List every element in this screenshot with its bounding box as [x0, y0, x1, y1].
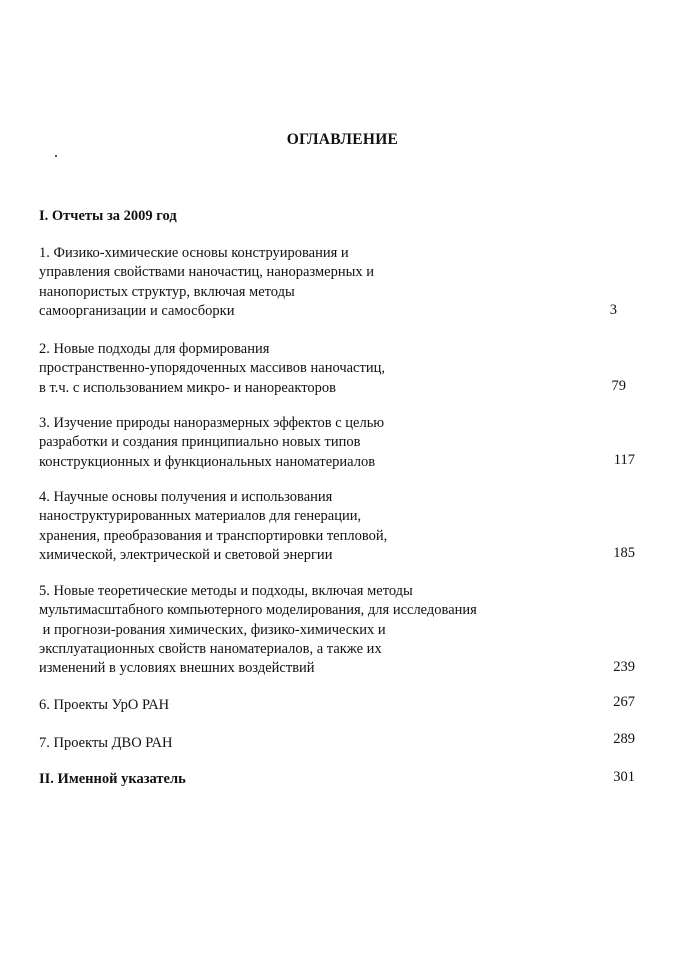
toc-entry-5-page: 239: [613, 659, 635, 675]
toc-entry-line: в т.ч. с использованием микро- и нанореакторов: [39, 379, 336, 396]
toc-entry-3: [39, 414, 639, 472]
part-2-heading: II. Именной указатель: [39, 771, 186, 787]
toc-entry-line: конструкционных и функциональных наноматериалов: [39, 453, 376, 470]
toc-entry-2-page: 79: [611, 378, 626, 394]
toc-entry-line: 3. Изучение природы наноразмерных эффектов с целью: [39, 415, 385, 431]
part-1-heading: I. Отчеты за 2009 год: [39, 208, 177, 224]
part-2-page: 301: [613, 769, 635, 785]
page-title: ОГЛАВЛЕНИЕ: [286, 131, 399, 148]
toc-entry-line: эксплуатационных свойств наноматериалов, а также их: [39, 640, 382, 657]
toc-entry-6-page: 267: [613, 694, 635, 710]
toc-entry-4: [39, 488, 639, 565]
toc-entry-line: 4. Научные основы получения и использования: [39, 489, 333, 505]
toc-entry-line: пространственно-упорядоченных массивов наночастиц,: [39, 360, 385, 377]
toc-entry-line: 1. Физико-химические основы конструирования и: [39, 245, 349, 261]
toc-entry-line: управления свойствами наночастиц, наноразмерных и: [39, 264, 374, 281]
toc-entry-6: [39, 696, 639, 715]
toc-entry-7: [39, 734, 639, 753]
toc-entry-4-page: 185: [613, 545, 635, 561]
toc-entry-1: [39, 244, 639, 321]
toc-entry-line: самоорганизации и самосборки: [39, 302, 235, 319]
toc-entry-line: и прогнози-рования химических, физико-химических и: [39, 621, 386, 638]
toc-entry-line: химической, электрической и световой энергии: [39, 546, 333, 563]
scan-speck: [55, 155, 57, 157]
toc-entry-line: хранения, преобразования и транспортировки тепловой,: [39, 527, 388, 544]
toc-entry-7-page: 289: [613, 731, 635, 747]
toc-entry-line: изменений в условиях внешних воздействий: [39, 660, 315, 677]
toc-entry-line: 7. Проекты ДВО РАН: [39, 735, 173, 751]
toc-entry-line: 2. Новые подходы для формирования: [39, 341, 270, 357]
toc-entry-line: нанопористых структур, включая методы: [39, 283, 295, 300]
toc-entry-1-page: 3: [609, 302, 617, 318]
toc-entry-line: наноструктурированных материалов для генерации,: [39, 508, 362, 525]
toc-entry-3-page: 117: [613, 452, 635, 468]
toc-entry-line: 5. Новые теоретические методы и подходы, включая методы: [39, 583, 413, 599]
toc-entry-2: [39, 340, 639, 398]
toc-entry-line: 6. Проекты УрО РАН: [39, 697, 170, 713]
toc-entry-5: [39, 582, 639, 678]
toc-entry-line: мультимасштабного компьютерного моделирования, для исследования: [39, 602, 477, 619]
toc-entry-line: разработки и создания принципиально новых типов: [39, 434, 361, 451]
